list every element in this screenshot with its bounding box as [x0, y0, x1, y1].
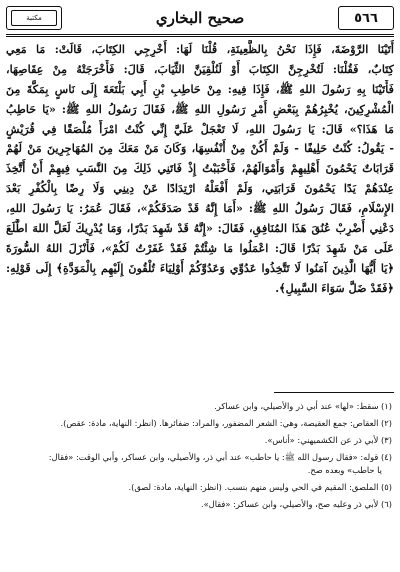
text-line: ﴿يَا أَيُّهَا الَّذِينَ آمَنُوا لَا تَتَّخِذُوا عَدُوِّي وَعَدُوَّكُمْ أَوْلِيَاءَ تُلْقُونَ إِلَيْهِم بِالْمَوَدَّةِ﴾ إِلَى قَوْلِهِ: — [6, 260, 394, 275]
text-line: الإِسْلَامِ، فَقَالَ رَسُولُ اللهِ ﷺ: «أَمَا إِنَّهُ قَدْ صَدَقَكُمْ»، فَقَالَ عُمَرُ: يَا رَسُولَ اللهِ، — [6, 201, 394, 216]
page-number: ٥٦٦ — [338, 6, 394, 30]
footnote: (٥) الملصق: المقيم في الحي وليس منهم بنسب. (انظر: النهاية، مادة: لصق). — [128, 482, 392, 492]
header-rule — [6, 36, 394, 37]
footnote-separator — [274, 392, 394, 393]
logo-text: مكتبة — [11, 10, 57, 26]
footnote: (١) سقط: «لها» عند أبي ذر والأصيلي، وابن عساكر. — [214, 401, 392, 411]
text-line: فَأَتَيْنَا بِهِ رَسُولَ اللهِ ﷺ، فَإِذَا فِيهِ: مِنْ حَاطِبِ بْنِ أَبِي بَلْتَعَةَ إِلَى نَاسٍ بِمَكَّةَ مِنَ — [6, 81, 394, 96]
footnote-continuation: يا حاطب» وبعده صح. — [307, 465, 382, 475]
page-header — [6, 4, 394, 32]
page-title: صحيح البخاري — [155, 9, 245, 27]
footnote: (٤) قوله: «فقال رسول الله ﷺ: يا حاطب» عند أبي ذر، والأصيلي، وابن عساكر، وأبي الوقت: «فقال: — [48, 452, 392, 462]
text-line: - يَقُولُ: كُنْتُ حَلِيفًا - وَلَمْ أَكُنْ مِنْ أَنْفُسِهَا، وَكَانَ مَنْ مَعَكَ مِنَ المُهَاجِرِينَ مَنْ لَهُمْ — [6, 141, 394, 156]
logo-icon — [6, 6, 62, 30]
text-line: أَتَيْنَا الرَّوْضَةَ، فَإِذَا نَحْنُ بِالظَّعِينَةِ، قُلْنَا لَهَا: أَخْرِجِي الكِتَابَ، قَالَتْ: مَا مَعِي — [6, 42, 394, 56]
footnote: (٣) لأبي ذر عن الكشميهني: «أناس». — [264, 435, 392, 445]
header-rule — [6, 34, 394, 35]
text-line: عَلَى مَنْ شَهِدَ بَدْرًا قَالَ: اعْمَلُوا مَا شِئْتُمْ فَقَدْ غَفَرْتُ لَكُمْ»، فَأَنْزَلَ اللهُ السُّورَةَ — [6, 240, 394, 255]
text-line: مَا هَذَا؟» قَالَ: يَا رَسُولَ اللهِ، لَا تَعْجَلْ عَلَيَّ إِنِّي كُنْتُ امْرَأً مُلْصَقًا فِي قُرَيْشٍ — [6, 121, 394, 136]
footnote: (٢) العقاص: جمع العقيصة، وهي: الشعر المضفور، والمراد: ضفائرها. (انظر: النهاية، مادة: عقص). — [60, 418, 392, 428]
text-line: ﴿فَقَدْ ضَلَّ سَوَاءَ السَّبِيلِ﴾. — [275, 280, 394, 295]
text-line: قَرَابَاتٌ يَحْمُونَ أَهْلِيهِمْ وَأَمْوَالَهُمْ، فَأَحْبَبْتُ إِذْ فَاتَنِي ذَلِكَ مِنَ النَّسَبِ فِيهِمْ أَنْ أَتَّخِذَ — [6, 161, 394, 176]
main-text — [6, 40, 394, 299]
footnotes — [8, 400, 392, 511]
text-line: دَعْنِي أَضْرِبْ عُنُقَ هَذَا المُنَافِقِ، فَقَالَ: «إِنَّهُ قَدْ شَهِدَ بَدْرًا، وَمَا يُدْرِيكَ لَعَلَّ اللهَ اطَّلَعَ — [6, 221, 394, 236]
footnote: (٦) لأبي ذر وعليه صح، والأصيلي، وابن عساكر: «فقال». — [200, 499, 392, 509]
text-line: الْمُشْرِكِينَ، يُخْبِرُهُمْ بِبَعْضِ أَمْرِ رَسُولِ اللهِ ﷺ، فَقَالَ رَسُولُ اللهِ ﷺ: «يَا حَاطِبُ — [6, 101, 394, 116]
text-line: كِتَابٌ، فَقُلْنَا: لَتُخْرِجِنَّ الكِتَابَ أَوْ لَنُلْقِيَنَّ الثِّيَابَ، قَالَ: فَأَخْرَجَتْهُ مِنْ عِقَاصِهَا، — [6, 61, 394, 76]
text-line: عِنْدَهُمْ يَدًا يَحْمُونَ قَرَابَتِي، وَلَمْ أَفْعَلْهُ ارْتِدَادًا عَنْ دِينِي وَلَا رِضًا بِالْكُفْرِ بَعْدَ — [6, 181, 394, 196]
